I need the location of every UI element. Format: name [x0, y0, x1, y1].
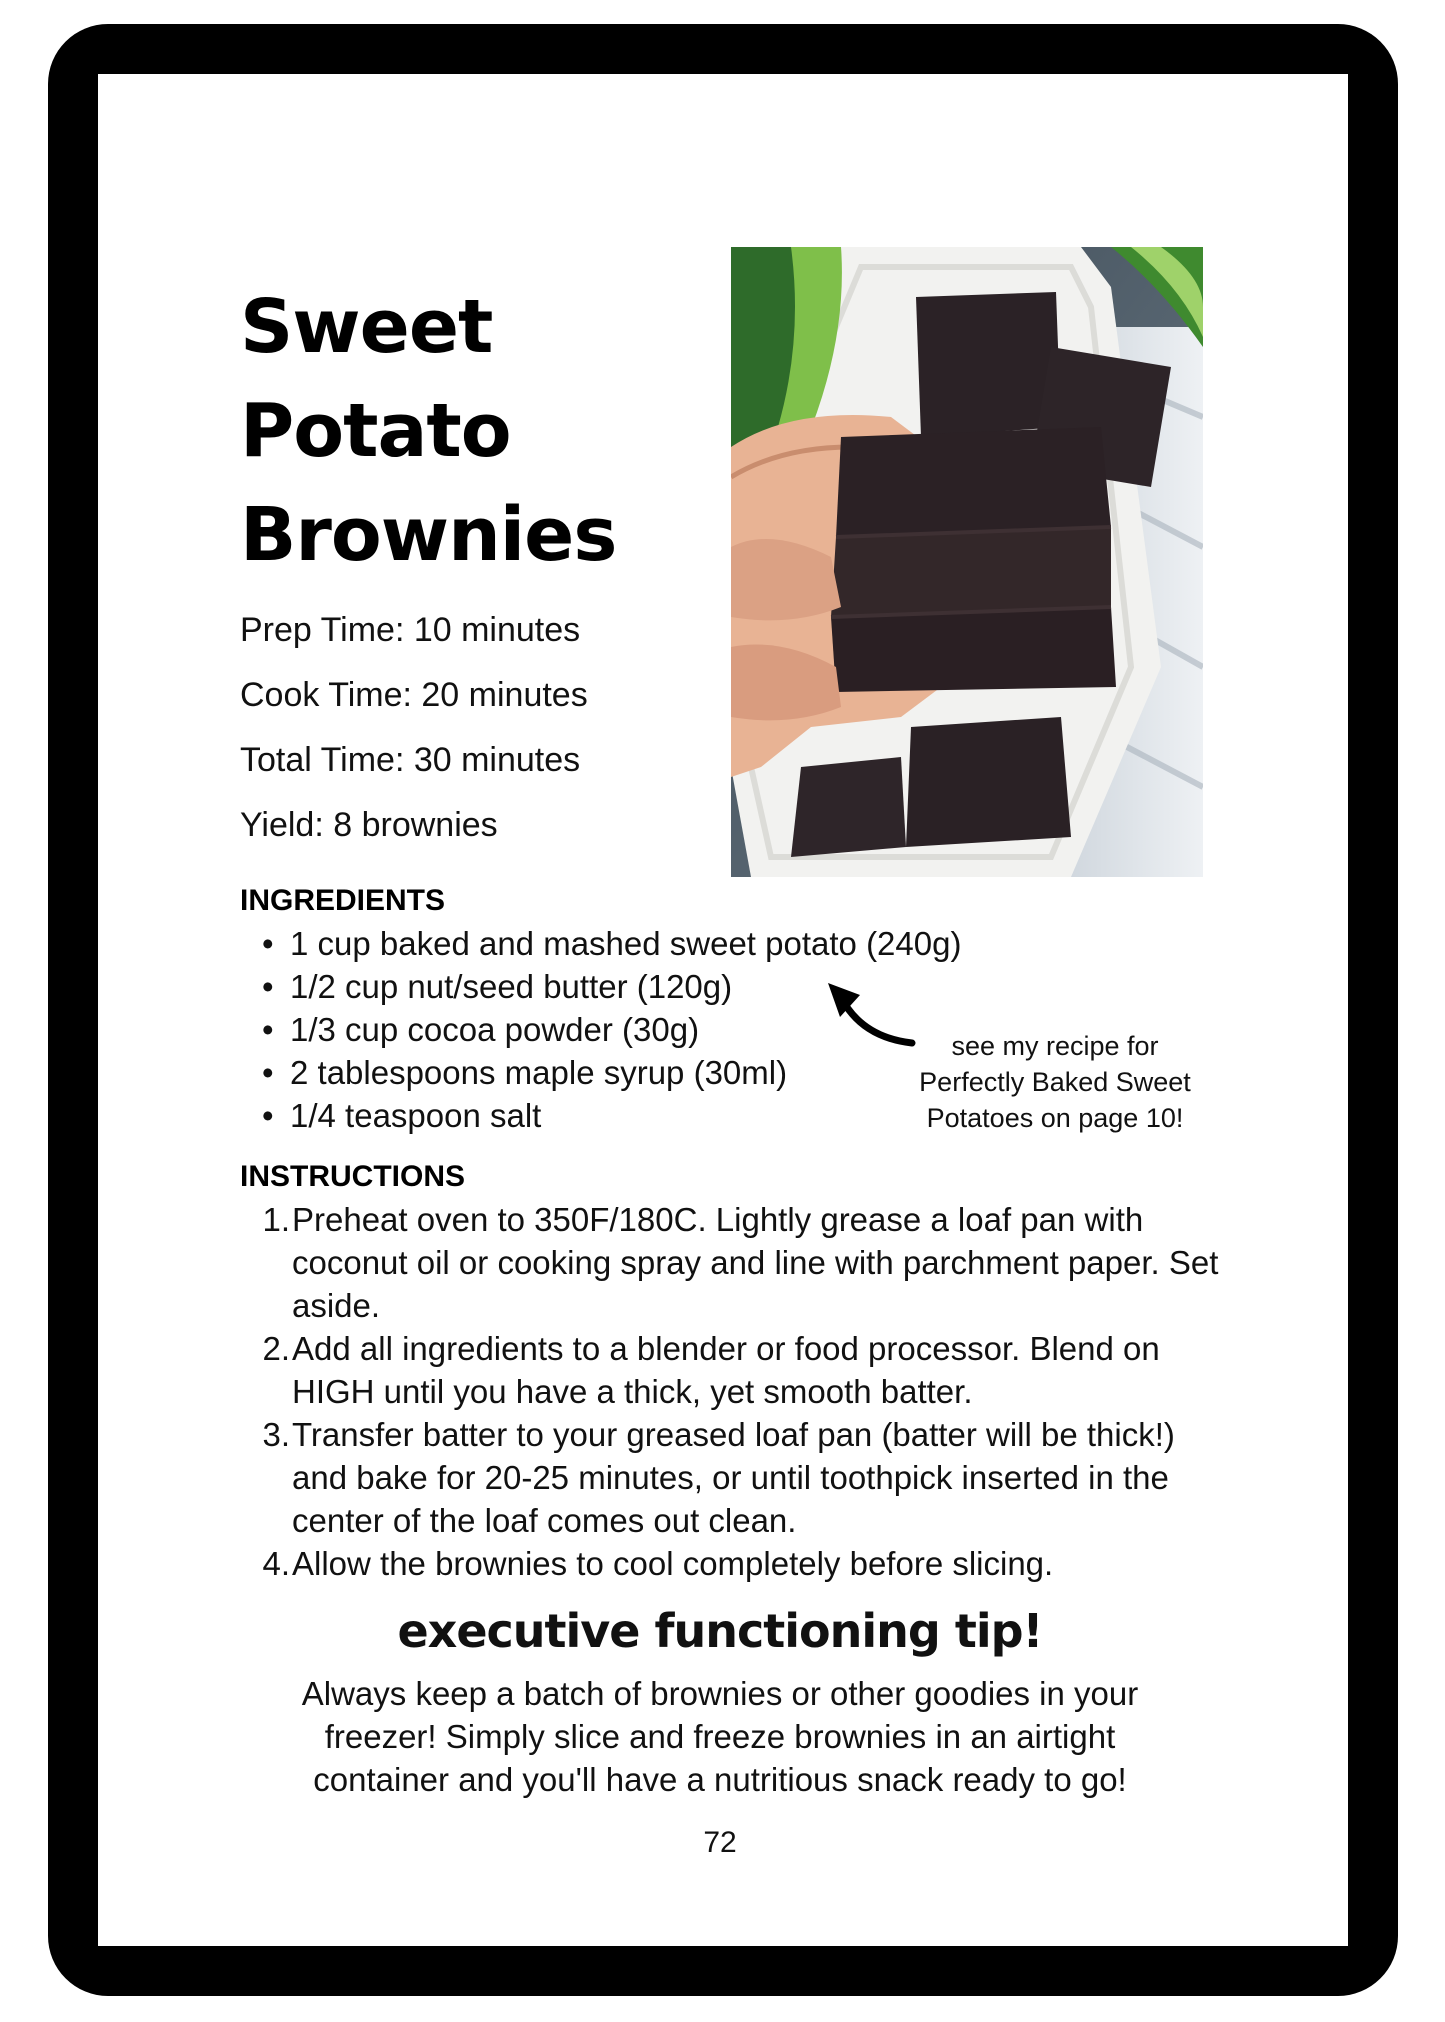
tip-line-1: Always keep a batch of brownies or other goodies in your [301, 1675, 1139, 1712]
page-number: 72 [703, 1826, 737, 1859]
tip-body [240, 1672, 1200, 1801]
tip-line-3: container and you'll have a nutritious snack ready to go! [313, 1761, 1127, 1798]
step-text: Add all ingredients to a blender or food processor. Blend on HIGH until you have a thick, yet smooth batter. [292, 1330, 1160, 1410]
instructions-heading: INSTRUCTIONS [240, 1160, 465, 1193]
step-text: Preheat oven to 350F/180C. Lightly grease a loaf pan with coconut oil or cooking spray and line with parchment paper. Set aside. [292, 1201, 1219, 1324]
ingredient-item: • 1/3 cup cocoa powder (30g) [262, 1008, 961, 1051]
brownies-photo-illustration [731, 247, 1203, 877]
title-line-3: Brownies [240, 492, 617, 578]
step-text: Allow the brownies to cool completely before slicing. [292, 1545, 1054, 1582]
note-line-1: see my recipe for [951, 1031, 1159, 1061]
cook-time: Cook Time: 20 minutes [240, 676, 588, 714]
ingredient-item: • 1 cup baked and mashed sweet potato (240g) [262, 922, 961, 965]
recipe-title [240, 275, 700, 587]
ingredient-item: • 2 tablespoons maple syrup (30ml) [262, 1051, 961, 1094]
recipe-reference-note [890, 1028, 1220, 1136]
instruction-step [262, 1542, 1222, 1585]
step-number: 2. [262, 1330, 290, 1367]
ingredient-item: • 1/4 teaspoon salt [262, 1094, 961, 1137]
step-text: Transfer batter to your greased loaf pan (batter will be thick!) and bake for 20-25 minutes, or until toothpick inserted in the center of the loaf comes out clean. [292, 1416, 1175, 1539]
note-line-2: Perfectly Baked Sweet [919, 1067, 1191, 1097]
title-line-2: Potato [240, 388, 511, 474]
step-number: 4. [262, 1545, 290, 1582]
yield: Yield: 8 brownies [240, 806, 498, 844]
instruction-step [262, 1327, 1222, 1413]
tip-line-2: freezer! Simply slice and freeze brownies in an airtight [324, 1718, 1116, 1755]
recipe-meta [240, 605, 588, 865]
brownies-photo [731, 247, 1203, 877]
instruction-step [262, 1413, 1222, 1542]
note-line-3: Potatoes on page 10! [926, 1103, 1184, 1133]
ingredient-item: • 1/2 cup nut/seed butter (120g) [262, 965, 961, 1008]
total-time: Total Time: 30 minutes [240, 741, 581, 779]
step-number: 3. [262, 1416, 290, 1453]
prep-time: Prep Time: 10 minutes [240, 611, 581, 649]
tip-heading: executive functioning tip! [397, 1604, 1043, 1658]
title-line-1: Sweet [240, 284, 493, 370]
instructions-list [262, 1198, 1222, 1585]
instruction-step [262, 1198, 1222, 1327]
step-number: 1. [262, 1201, 290, 1238]
ingredients-heading: INGREDIENTS [240, 884, 446, 917]
